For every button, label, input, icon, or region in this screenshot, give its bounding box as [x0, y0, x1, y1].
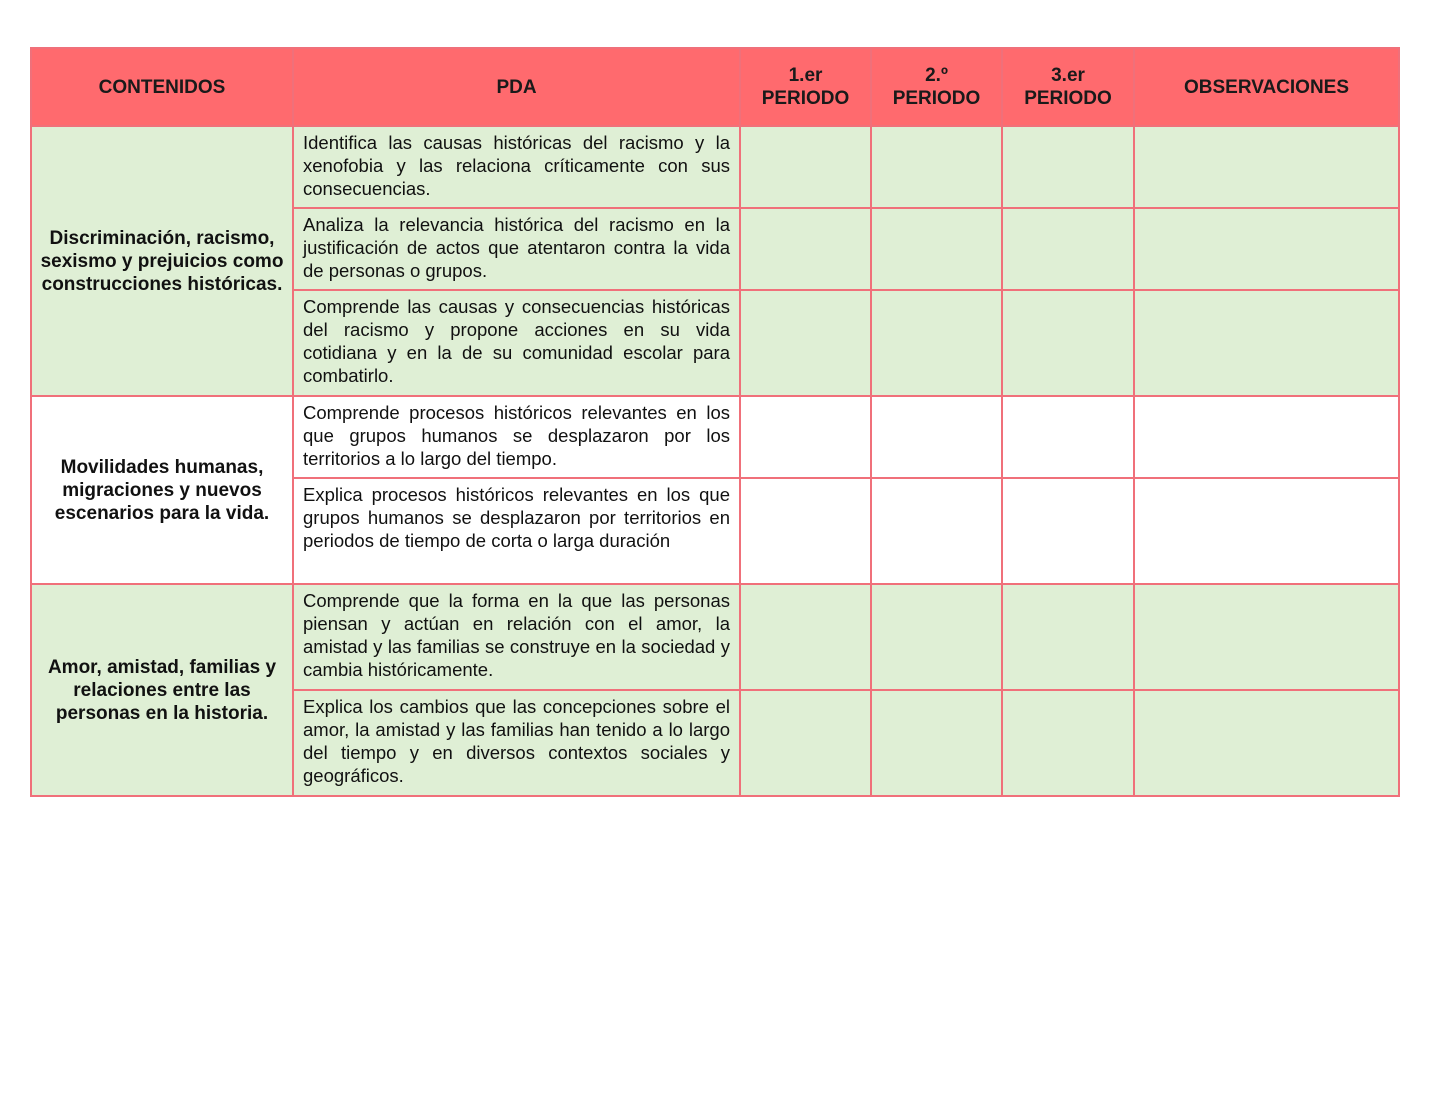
period-3-cell[interactable] — [1002, 478, 1134, 584]
period-1-cell[interactable] — [740, 478, 871, 584]
period-1-cell[interactable] — [740, 208, 871, 290]
evaluation-table — [30, 47, 1400, 797]
table-row — [31, 584, 1399, 690]
pda-cell: Explica procesos históricos relevantes en los que grupos humanos se desplazaron por territorios en periodos de tiempo de corta o larga duración — [293, 478, 740, 584]
pda-cell: Comprende procesos históricos relevantes en los que grupos humanos se desplazaron por los territorios a lo largo del tiempo. — [293, 396, 740, 478]
header-row — [31, 48, 1399, 126]
pda-cell: Comprende las causas y consecuencias históricas del racismo y propone acciones en su vida cotidiana y en la de su comunidad escolar para combatirlo. — [293, 290, 740, 396]
period-2-cell[interactable] — [871, 690, 1002, 796]
table-row — [31, 126, 1399, 208]
period-2-cell[interactable] — [871, 478, 1002, 584]
period-3-cell[interactable] — [1002, 290, 1134, 396]
header-observaciones: OBSERVACIONES — [1134, 48, 1399, 126]
period-3-cell[interactable] — [1002, 208, 1134, 290]
header-contenidos: CONTENIDOS — [31, 48, 293, 126]
period-1-cell[interactable] — [740, 126, 871, 208]
period-2-cell[interactable] — [871, 584, 1002, 690]
header-period-2-word: PERIODO — [892, 88, 981, 109]
header-period-1-word: PERIODO — [761, 88, 850, 109]
pda-cell: Comprende que la forma en la que las personas piensan y actúan en relación con el amor, la amistad y las familias se construye en la sociedad y cambia históricamente. — [293, 584, 740, 690]
period-3-cell[interactable] — [1002, 690, 1134, 796]
period-2-cell[interactable] — [871, 396, 1002, 478]
period-1-cell[interactable] — [740, 396, 871, 478]
period-3-cell[interactable] — [1002, 126, 1134, 208]
observaciones-cell[interactable] — [1134, 126, 1399, 208]
period-2-cell[interactable] — [871, 126, 1002, 208]
pda-cell: Identifica las causas históricas del racismo y la xenofobia y las relaciona críticamente con sus consecuencias. — [293, 126, 740, 208]
header-period-1-ordinal: 1.er — [788, 65, 823, 86]
header-pda: PDA — [293, 48, 740, 126]
observaciones-cell[interactable] — [1134, 290, 1399, 396]
period-1-cell[interactable] — [740, 584, 871, 690]
observaciones-cell[interactable] — [1134, 478, 1399, 584]
pda-cell: Explica los cambios que las concepciones sobre el amor, la amistad y las familias han tenido a lo largo del tiempo y en diversos contextos sociales y geográficos. — [293, 690, 740, 796]
period-2-cell[interactable] — [871, 208, 1002, 290]
header-period-3-word: PERIODO — [1024, 88, 1112, 109]
header-period-3 — [1002, 48, 1134, 126]
period-2-cell[interactable] — [871, 290, 1002, 396]
header-period-1 — [740, 48, 871, 126]
table-row — [31, 396, 1399, 478]
period-3-cell[interactable] — [1002, 584, 1134, 690]
header-period-3-ordinal: 3.er — [1051, 65, 1085, 86]
contenido-discriminacion: Discriminación, racismo, sexismo y prejuicios como construcciones históricas. — [31, 126, 293, 396]
pda-cell: Analiza la relevancia histórica del racismo en la justificación de actos que atentaron contra la vida de personas o grupos. — [293, 208, 740, 290]
period-1-cell[interactable] — [740, 290, 871, 396]
header-period-2 — [871, 48, 1002, 126]
contenido-amor: Amor, amistad, familias y relaciones entre las personas en la historia. — [31, 584, 293, 796]
header-period-2-ordinal: 2.º — [925, 65, 948, 86]
observaciones-cell[interactable] — [1134, 208, 1399, 290]
observaciones-cell[interactable] — [1134, 584, 1399, 690]
period-1-cell[interactable] — [740, 690, 871, 796]
observaciones-cell[interactable] — [1134, 690, 1399, 796]
observaciones-cell[interactable] — [1134, 396, 1399, 478]
contenido-movilidades: Movilidades humanas, migraciones y nuevos escenarios para la vida. — [31, 396, 293, 584]
period-3-cell[interactable] — [1002, 396, 1134, 478]
